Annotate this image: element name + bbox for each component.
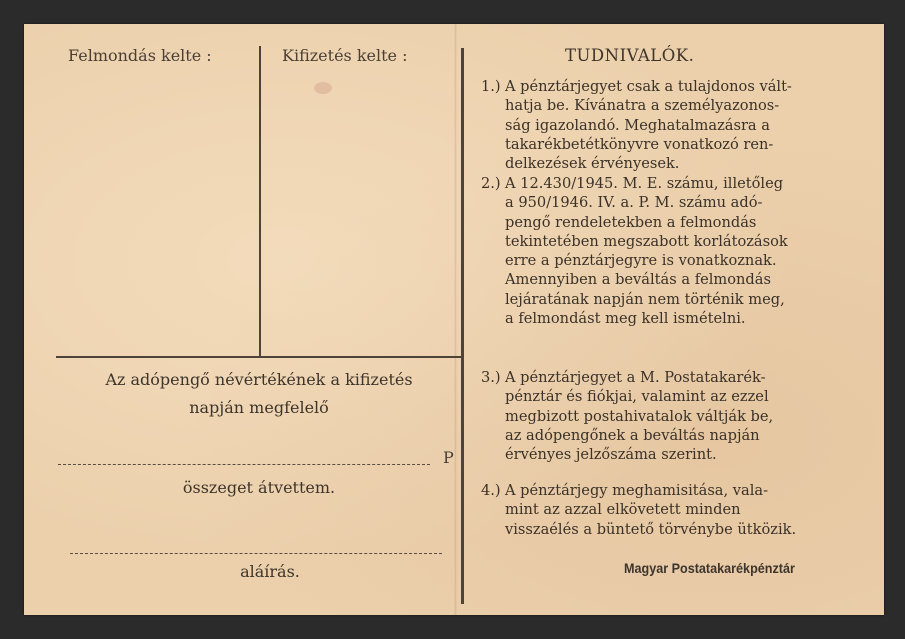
field-divider-vertical	[259, 46, 261, 356]
note-3-number: 3.)	[481, 369, 501, 386]
note-line: visszaélés a büntető törvénybe ütközik.	[505, 520, 797, 538]
field-divider-horizontal	[56, 356, 461, 358]
note-line: takarékbetétkönyvre vonatkozó ren-	[505, 135, 774, 153]
section-divider	[461, 48, 464, 604]
side-mark: P	[443, 448, 454, 467]
receipt-text-line1: Az adópengő névértékének a kifizetés	[105, 370, 413, 389]
amount-dotted-line	[58, 464, 430, 465]
note-line: ság igazolandó. Meghatalmazásra a	[505, 116, 770, 134]
note-line: tekintetében megszabott korlátozások	[505, 232, 788, 250]
note-line: Amennyiben a beváltás a felmondás	[505, 271, 771, 289]
note-line: érvényes jelzőszáma szerint.	[505, 446, 717, 464]
ink-stain	[314, 82, 332, 94]
note-1-number: 1.)	[481, 78, 501, 95]
note-line: mint az azzal elkövetett minden	[505, 501, 741, 519]
note-3	[481, 368, 773, 464]
note-line: A 12.430/1945. M. E. számu, illetőleg	[505, 175, 784, 192]
note-2	[481, 174, 788, 328]
note-line: az adópengőnek a beváltás napján	[505, 426, 760, 444]
note-line: A pénztárjegyet a M. Postatakarék-	[505, 369, 766, 386]
issuer-signature: Magyar Postatakarékpénztár	[624, 560, 795, 576]
amount-received-label: összeget átvettem.	[182, 478, 336, 497]
note-line: lejáratának napján nem történik meg,	[505, 290, 785, 308]
receipt-text-line2: napján megfelelő	[189, 398, 329, 417]
note-line: pengő rendeletekben a felmondás	[505, 213, 757, 231]
note-line: megbizott postahivatalok váltják be,	[505, 407, 774, 425]
note-4-number: 4.)	[481, 482, 501, 499]
note-line: a 950/1946. IV. a. P. M. számu adó-	[505, 194, 763, 212]
notice-date-label: Felmondás kelte :	[68, 46, 212, 65]
savings-note-card	[24, 24, 884, 615]
signature-label: aláírás.	[240, 562, 300, 581]
note-line: A pénztárjegy meghamisitása, vala-	[505, 482, 769, 499]
note-2-number: 2.)	[481, 175, 501, 192]
note-1	[481, 77, 792, 173]
note-line: erre a pénztárjegyre is vonatkoznak.	[505, 252, 777, 270]
note-line: delkezések érvényesek.	[505, 155, 680, 173]
notes-title: TUDNIVALÓK.	[565, 46, 695, 65]
note-line: a felmondást meg kell ismételni.	[505, 310, 746, 328]
note-4	[481, 481, 796, 539]
signature-dotted-line	[70, 553, 442, 554]
note-line: A pénztárjegyet csak a tulajdonos vált-	[505, 78, 792, 95]
note-line: pénztár és fiókjai, valamint az ezzel	[505, 388, 769, 406]
paper-fold	[454, 24, 457, 615]
note-line: hatja be. Kívánatra a személyazonos-	[505, 97, 780, 115]
payment-date-label: Kifizetés kelte :	[282, 46, 408, 65]
